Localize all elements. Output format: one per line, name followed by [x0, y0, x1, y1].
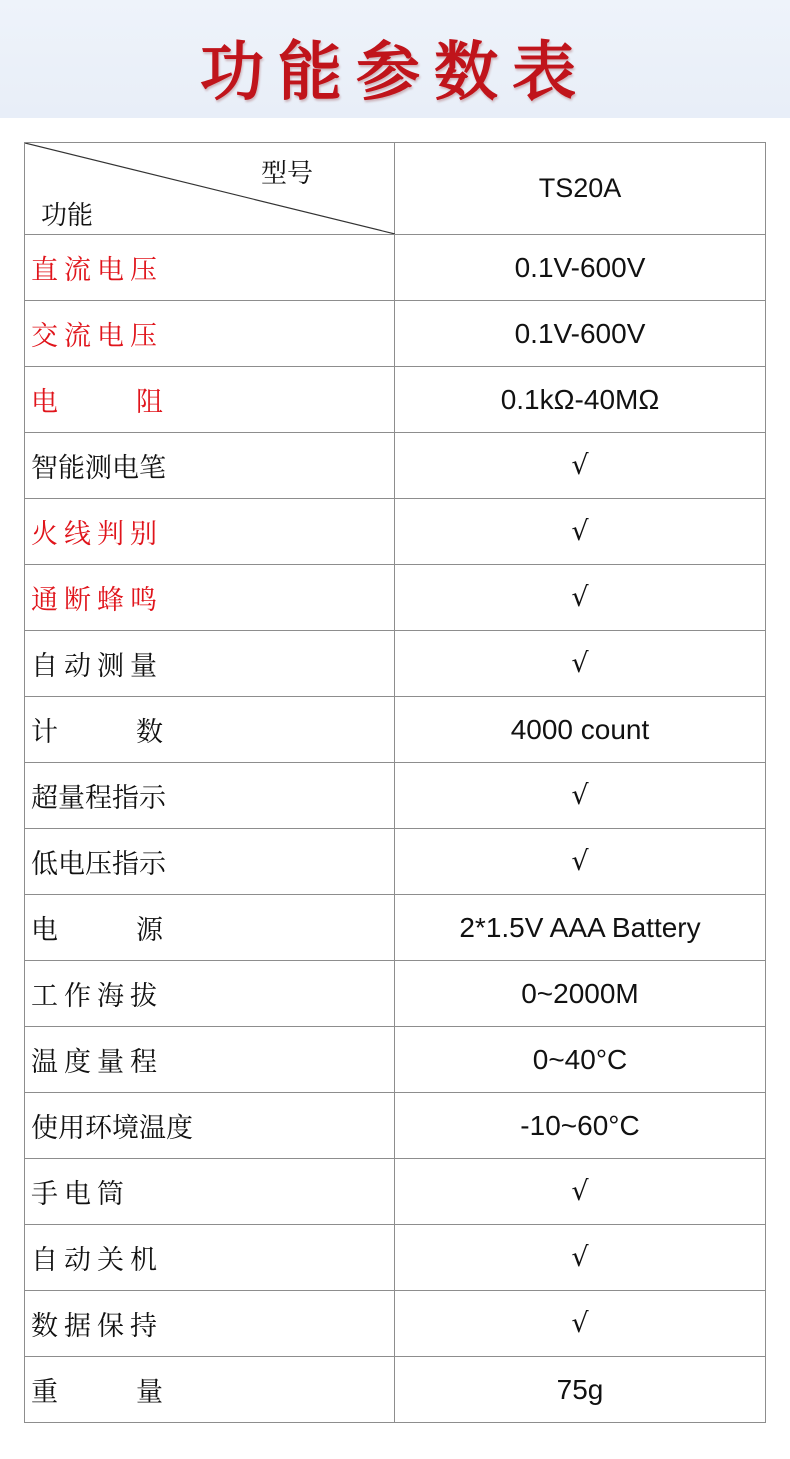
- spec-label: 火线判别: [25, 499, 395, 565]
- supported-check: √: [395, 1225, 766, 1291]
- table-row: [25, 301, 766, 367]
- table-row: [25, 763, 766, 829]
- model-value: TS20A: [395, 143, 766, 235]
- spec-label: 重 量: [25, 1357, 395, 1423]
- spec-label: 超量程指示: [25, 763, 395, 829]
- table-header-row: [25, 143, 766, 235]
- supported-check: √: [395, 829, 766, 895]
- table-row: [25, 367, 766, 433]
- spec-value: 0~40°C: [395, 1027, 766, 1093]
- spec-label: 温度量程: [25, 1027, 395, 1093]
- table-row: [25, 1159, 766, 1225]
- table-row: [25, 631, 766, 697]
- table-row: [25, 829, 766, 895]
- supported-check: √: [395, 433, 766, 499]
- table-row: [25, 1093, 766, 1159]
- spec-label: 电 阻: [25, 367, 395, 433]
- supported-check: √: [395, 763, 766, 829]
- spec-value: 4000 count: [395, 697, 766, 763]
- spec-label: 交流电压: [25, 301, 395, 367]
- page-title: 功能参数表: [200, 35, 590, 110]
- spec-label: 手电筒: [25, 1159, 395, 1225]
- table-row: [25, 499, 766, 565]
- table-row: [25, 1291, 766, 1357]
- spec-label: 直流电压: [25, 235, 395, 301]
- spec-label: 智能测电笔: [25, 433, 395, 499]
- supported-check: √: [395, 499, 766, 565]
- spec-label: 自动关机: [25, 1225, 395, 1291]
- table-row: [25, 565, 766, 631]
- spec-value: 75g: [395, 1357, 766, 1423]
- table-row: [25, 1357, 766, 1423]
- spec-value: 0.1V-600V: [395, 235, 766, 301]
- spec-label: 自动测量: [25, 631, 395, 697]
- spec-label: 计 数: [25, 697, 395, 763]
- supported-check: √: [395, 1291, 766, 1357]
- spec-label: 电 源: [25, 895, 395, 961]
- spec-value: 0.1kΩ-40MΩ: [395, 367, 766, 433]
- spec-value: 0.1V-600V: [395, 301, 766, 367]
- spec-label: 低电压指示: [25, 829, 395, 895]
- table-row: [25, 235, 766, 301]
- diagonal-header-cell: [25, 143, 395, 235]
- table-row: [25, 697, 766, 763]
- supported-check: √: [395, 1159, 766, 1225]
- model-header-label: 型号: [261, 159, 314, 189]
- table-row: [25, 961, 766, 1027]
- spec-value: -10~60°C: [395, 1093, 766, 1159]
- spec-label: 使用环境温度: [25, 1093, 395, 1159]
- spec-value: 0~2000M: [395, 961, 766, 1027]
- table-row: [25, 433, 766, 499]
- supported-check: √: [395, 565, 766, 631]
- spec-label: 通断蜂鸣: [25, 565, 395, 631]
- spec-label: 数据保持: [25, 1291, 395, 1357]
- spec-table: [24, 142, 766, 1423]
- table-row: [25, 1027, 766, 1093]
- spec-label: 工作海拔: [25, 961, 395, 1027]
- table-row: [25, 1225, 766, 1291]
- table-row: [25, 895, 766, 961]
- supported-check: √: [395, 631, 766, 697]
- spec-value: 2*1.5V AAA Battery: [395, 895, 766, 961]
- function-header-label: 功能: [41, 201, 94, 231]
